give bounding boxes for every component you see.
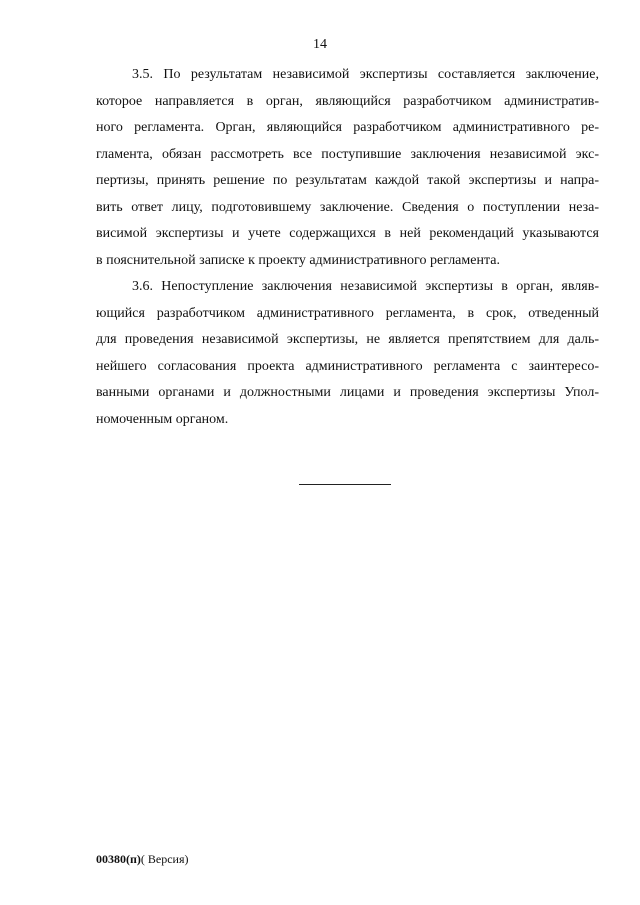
footer-document-code [96,852,189,867]
text-line: номоченным органом. [96,411,229,427]
text-line: ного регламента. Орган, являющийся разработчиком административного ре- [96,120,599,135]
text-line: ющийся разработчиком административного регламента, в срок, отведенный [96,305,599,321]
paragraph-3-5 [96,62,599,274]
text-line: которое направляется в орган, являющийся разработчиком административ- [96,93,599,109]
text-line: ванными органами и должностными лицами и проведения экспертизы Упол- [96,385,599,400]
text-line: в пояснительной записке к проекту административного регламента. [96,252,500,268]
document-body [96,62,599,433]
text-line: висимой экспертизы и учете содержащихся в ней рекомендаций указываются [96,226,599,241]
text-line: гламента, обязан рассмотреть все поступившие заключения независимой экс- [96,146,599,162]
document-version: ( Версия) [140,852,189,866]
text-line: нейшего согласования проекта административного регламента с заинтересо- [96,358,599,374]
page-number: 14 [313,37,327,52]
text-line: пертизы, принять решение по результатам каждой такой экспертизы и напра- [96,173,599,188]
text-line: вить ответ лицу, подготовившему заключение. Сведения о поступлении неза- [96,199,599,215]
text-line: 3.5. По результатам независимой экспертизы составляется заключение, [132,67,599,82]
end-separator-line [299,484,391,485]
document-code: 00380(п) [96,852,141,866]
text-line: для проведения независимой экспертизы, не является препятствием для даль- [96,332,599,347]
paragraph-3-6 [96,274,599,433]
text-line: 3.6. Непоступление заключения независимой экспертизы в орган, являв- [132,279,599,294]
